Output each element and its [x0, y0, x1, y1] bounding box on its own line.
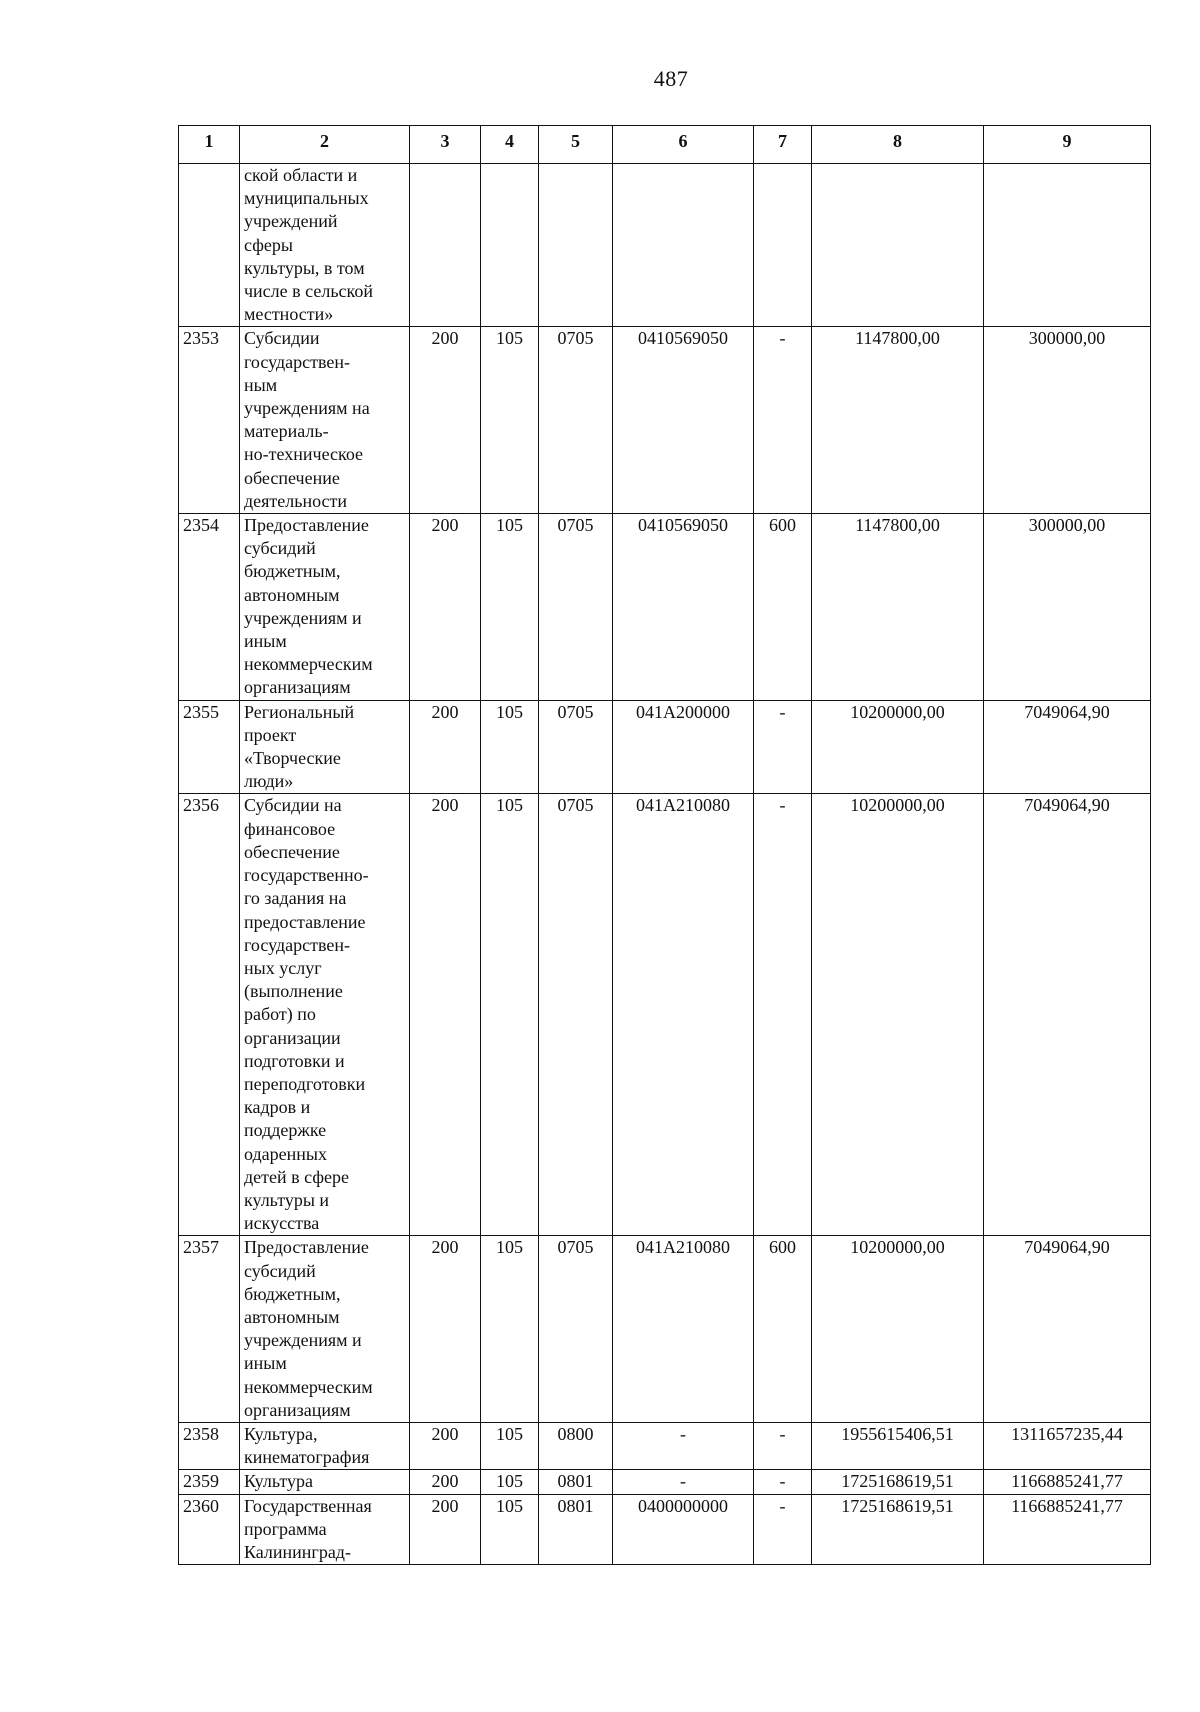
- row-cell-col-5: 0705: [539, 514, 613, 701]
- row-cell-col-5: 0705: [539, 700, 613, 794]
- row-name-line: проект: [244, 724, 297, 745]
- row-number-cell: 2360: [179, 1494, 240, 1565]
- row-cell-col-9: 1166885241,77: [984, 1494, 1151, 1565]
- row-name-cell: [240, 794, 410, 1236]
- row-number-cell: 2357: [179, 1236, 240, 1423]
- table-row: [179, 794, 1151, 1236]
- row-cell-col-7: 600: [754, 514, 812, 701]
- row-name-line: бюджетным,: [244, 561, 341, 582]
- row-cell-col-5: 0705: [539, 327, 613, 514]
- row-number-cell: 2358: [179, 1422, 240, 1469]
- row-cell-col-8: 1147800,00: [812, 514, 984, 701]
- row-name-line: иным: [244, 631, 287, 652]
- table-row: [179, 1494, 1151, 1565]
- row-cell-col-7: -: [754, 1422, 812, 1469]
- row-cell-col-9: 1311657235,44: [984, 1422, 1151, 1469]
- row-cell-col-7: -: [754, 700, 812, 794]
- row-cell-col-5: 0800: [539, 1422, 613, 1469]
- row-name-line: организациям: [244, 1399, 351, 1420]
- row-cell-col-4: 105: [481, 1494, 539, 1565]
- row-cell-col-9: 300000,00: [984, 514, 1151, 701]
- row-name-line: муниципальных: [244, 188, 369, 209]
- row-cell-col-8: 1725168619,51: [812, 1494, 984, 1565]
- row-name-line: Государственная: [244, 1495, 372, 1516]
- row-name-line: (выполнение: [244, 981, 343, 1002]
- row-name-line: бюджетным,: [244, 1283, 341, 1304]
- row-cell-col-8: 10200000,00: [812, 794, 984, 1236]
- column-header-2: 2: [240, 126, 410, 164]
- row-cell-col-4: 105: [481, 1236, 539, 1423]
- row-name-line: учреждениям на: [244, 398, 370, 419]
- row-number-cell: 2355: [179, 700, 240, 794]
- row-cell-col-7: -: [754, 794, 812, 1236]
- column-header-7: 7: [754, 126, 812, 164]
- table-row: [179, 1236, 1151, 1423]
- row-name-line: Предоставление: [244, 515, 369, 536]
- row-name-line: субсидий: [244, 538, 316, 559]
- table-row: [179, 1422, 1151, 1469]
- row-cell-col-5: 0705: [539, 1236, 613, 1423]
- row-name-line: переподготовки: [244, 1073, 366, 1094]
- table-header-row: [179, 126, 1151, 164]
- row-number-cell: 2353: [179, 327, 240, 514]
- row-name-line: иным: [244, 1353, 287, 1374]
- column-header-4: 4: [481, 126, 539, 164]
- row-cell-col-9: 7049064,90: [984, 1236, 1151, 1423]
- row-name-line: поддержке: [244, 1120, 327, 1141]
- table-row: [179, 164, 1151, 327]
- row-name-line: работ) по: [244, 1004, 316, 1025]
- row-cell-col-6: -: [613, 1422, 754, 1469]
- row-name-line: обеспечение: [244, 841, 340, 862]
- row-number-cell: 2354: [179, 514, 240, 701]
- row-cell-col-8: [812, 164, 984, 327]
- row-cell-col-8: 1725168619,51: [812, 1470, 984, 1494]
- row-cell-col-4: [481, 164, 539, 327]
- row-cell-col-6: 0410569050: [613, 327, 754, 514]
- row-cell-col-7: -: [754, 1470, 812, 1494]
- column-header-1: 1: [179, 126, 240, 164]
- row-name-line: Культура: [244, 1471, 313, 1492]
- row-name-cell: [240, 514, 410, 701]
- row-name-line: ных услуг: [244, 957, 322, 978]
- row-name-line: сферы: [244, 234, 293, 255]
- row-cell-col-3: [410, 164, 481, 327]
- row-name-cell: [240, 700, 410, 794]
- row-cell-col-7: -: [754, 1494, 812, 1565]
- row-name-line: Калининград-: [244, 1541, 351, 1562]
- row-name-line: культуры, в том: [244, 257, 365, 278]
- row-cell-col-9: [984, 164, 1151, 327]
- row-cell-col-5: [539, 164, 613, 327]
- row-name-line: но-техническое: [244, 444, 364, 465]
- row-cell-col-6: 041A210080: [613, 1236, 754, 1423]
- budget-table: [178, 125, 1151, 1565]
- table-body: [179, 164, 1151, 1565]
- row-name-line: организациям: [244, 677, 351, 698]
- row-name-line: одаренных: [244, 1143, 327, 1164]
- row-name-line: Региональный: [244, 701, 355, 722]
- row-name-line: ской области и: [244, 165, 358, 185]
- row-name-line: культуры и: [244, 1189, 330, 1210]
- row-name-line: организации: [244, 1027, 341, 1048]
- row-cell-col-4: 105: [481, 1470, 539, 1494]
- row-name-line: числе в сельской: [244, 281, 373, 302]
- row-name-line: автономным: [244, 1306, 340, 1327]
- row-cell-col-5: 0801: [539, 1494, 613, 1565]
- row-name-line: Субсидии: [244, 328, 320, 349]
- row-name-line: государствен-: [244, 351, 351, 372]
- row-cell-col-9: 300000,00: [984, 327, 1151, 514]
- column-header-9: 9: [984, 126, 1151, 164]
- row-cell-col-9: 1166885241,77: [984, 1470, 1151, 1494]
- row-number-cell: 2356: [179, 794, 240, 1236]
- row-cell-col-6: -: [613, 1470, 754, 1494]
- row-name-line: субсидий: [244, 1260, 316, 1281]
- row-name-line: предоставление: [244, 911, 366, 932]
- row-name-line: кинематография: [244, 1447, 370, 1468]
- row-name-line: го задания на: [244, 888, 347, 909]
- row-cell-col-3: 200: [410, 327, 481, 514]
- page-number: 487: [653, 66, 689, 91]
- table-row: [179, 1470, 1151, 1494]
- row-name-line: программа: [244, 1518, 327, 1539]
- row-name-cell: [240, 1236, 410, 1423]
- row-cell-col-3: 200: [410, 794, 481, 1236]
- row-name-line: подготовки и: [244, 1050, 345, 1071]
- row-name-cell: [240, 164, 410, 327]
- row-cell-col-7: -: [754, 327, 812, 514]
- row-name-cell: [240, 1422, 410, 1469]
- row-cell-col-9: 7049064,90: [984, 794, 1151, 1236]
- row-name-cell: [240, 327, 410, 514]
- row-name-line: обеспечение: [244, 467, 340, 488]
- row-name-line: искусства: [244, 1213, 320, 1234]
- row-cell-col-3: 200: [410, 1494, 481, 1565]
- row-cell-col-6: [613, 164, 754, 327]
- row-cell-col-5: 0705: [539, 794, 613, 1236]
- row-cell-col-3: 200: [410, 1422, 481, 1469]
- row-cell-col-7: [754, 164, 812, 327]
- row-cell-col-7: 600: [754, 1236, 812, 1423]
- row-cell-col-3: 200: [410, 1470, 481, 1494]
- row-name-line: материаль-: [244, 421, 329, 442]
- row-name-line: некоммерческим: [244, 1376, 373, 1397]
- row-cell-col-4: 105: [481, 794, 539, 1236]
- row-cell-col-6: 0410569050: [613, 514, 754, 701]
- row-cell-col-8: 10200000,00: [812, 1236, 984, 1423]
- row-cell-col-8: 10200000,00: [812, 700, 984, 794]
- row-cell-col-4: 105: [481, 327, 539, 514]
- row-name-line: учреждений: [244, 211, 338, 232]
- row-cell-col-4: 105: [481, 1422, 539, 1469]
- row-name-line: деятельности: [244, 490, 348, 511]
- column-header-8: 8: [812, 126, 984, 164]
- table-row: [179, 700, 1151, 794]
- column-header-5: 5: [539, 126, 613, 164]
- row-name-line: ным: [244, 374, 278, 395]
- row-cell-col-8: 1955615406,51: [812, 1422, 984, 1469]
- row-name-line: государственно-: [244, 865, 369, 886]
- row-cell-col-3: 200: [410, 1236, 481, 1423]
- row-cell-col-6: 041A210080: [613, 794, 754, 1236]
- row-cell-col-4: 105: [481, 700, 539, 794]
- row-name-line: учреждениям и: [244, 607, 362, 628]
- row-number-cell: [179, 164, 240, 327]
- row-name-line: кадров и: [244, 1097, 311, 1118]
- row-number-cell: 2359: [179, 1470, 240, 1494]
- row-cell-col-3: 200: [410, 700, 481, 794]
- row-name-line: «Творческие: [244, 748, 341, 769]
- row-name-line: учреждениям и: [244, 1330, 362, 1351]
- row-name-cell: [240, 1494, 410, 1565]
- row-cell-col-3: 200: [410, 514, 481, 701]
- table-row: [179, 327, 1151, 514]
- row-cell-col-5: 0801: [539, 1470, 613, 1494]
- column-header-3: 3: [410, 126, 481, 164]
- row-cell-col-4: 105: [481, 514, 539, 701]
- row-name-line: некоммерческим: [244, 654, 373, 675]
- row-name-line: Субсидии на: [244, 795, 342, 816]
- row-cell-col-9: 7049064,90: [984, 700, 1151, 794]
- row-cell-col-8: 1147800,00: [812, 327, 984, 514]
- column-header-6: 6: [613, 126, 754, 164]
- row-name-line: финансовое: [244, 818, 336, 839]
- row-cell-col-6: 041A200000: [613, 700, 754, 794]
- row-name-line: Предоставление: [244, 1237, 369, 1258]
- row-name-cell: [240, 1470, 410, 1494]
- row-name-line: государствен-: [244, 934, 351, 955]
- row-name-line: детей в сфере: [244, 1166, 349, 1187]
- row-name-line: люди»: [244, 771, 294, 792]
- row-name-line: Культура,: [244, 1423, 318, 1444]
- row-name-line: автономным: [244, 584, 340, 605]
- table-row: [179, 514, 1151, 701]
- row-name-line: местности»: [244, 304, 334, 325]
- row-cell-col-6: 0400000000: [613, 1494, 754, 1565]
